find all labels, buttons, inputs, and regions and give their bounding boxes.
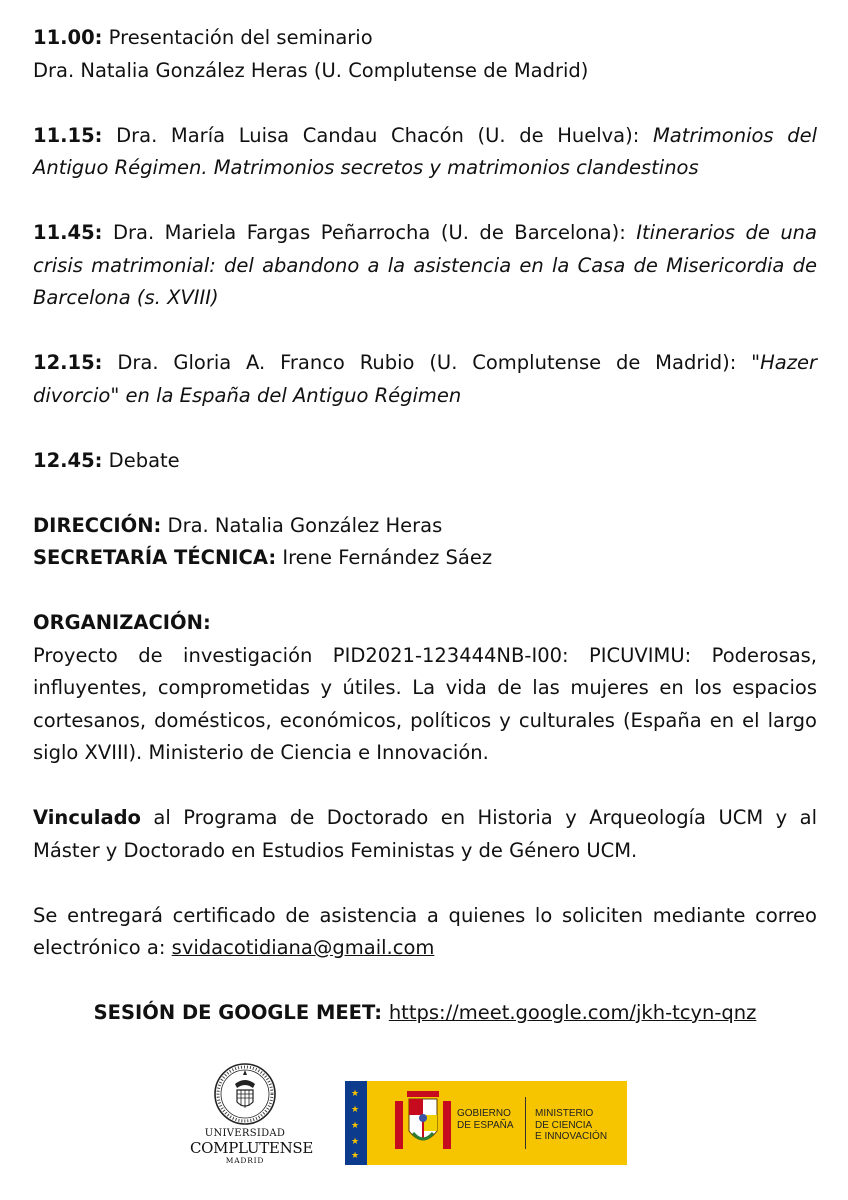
meet-link[interactable]: https://meet.google.com/jkh-tcyn-qnz	[388, 1001, 757, 1024]
direccion-line	[33, 510, 817, 543]
vinculado-paragraph	[33, 802, 817, 867]
program-document	[33, 22, 817, 1030]
talk-title: Matrimonios del Antiguo Régimen. Matrimonios secretos y matrimonios clandestinos	[33, 123, 817, 179]
item-text: Presentación del seminario	[102, 26, 373, 49]
logos-footer	[0, 1062, 848, 1172]
schedule-item-1115	[33, 120, 817, 185]
certificado-text: Se entregará certificado de asistencia a quienes lo soliciten mediante correo electrónico a:	[33, 903, 817, 959]
direccion-value: Dra. Natalia González Heras	[161, 513, 443, 537]
presenter-line: Dra. Natalia González Heras (U. Complutense de Madrid)	[33, 58, 589, 82]
secretaria-label: SECRETARÍA TÉCNICA:	[33, 546, 277, 569]
meet-line	[33, 997, 817, 1030]
organizacion-label: ORGANIZACIÓN:	[33, 611, 211, 634]
speaker: Dra. Gloria A. Franco Rubio (U. Complutense de Madrid):	[102, 351, 752, 374]
ucm-logo	[190, 1062, 314, 1174]
min-line2: DE CIENCIA	[535, 1119, 593, 1131]
ucm-line3: MADRID	[225, 1156, 265, 1165]
schedule-item-1100	[33, 22, 817, 55]
talk-title: Itinerarios de una crisis matrimonial: del abandono a la asistencia en la Casa de Misericordia de Barcelona (s. XVIII)	[33, 221, 817, 309]
organizacion-text: Proyecto de investigación PID2021-123444NB-I00: PICUVIMU: Poderosas, influyentes, comprometidas y útiles. La vida de las mujeres en los espacios cortesanos, domésticos, económicos, políticos y culturales (España en el largo siglo XVIII). Ministerio de Ciencia e Innovación.	[33, 643, 817, 764]
talk-title: "Hazer divorcio" en la España del Antiguo Régimen	[33, 351, 817, 407]
eu-flag-icon: ★ ★ ★ ★ ★	[345, 1081, 367, 1165]
vinculado-label: Vinculado	[33, 806, 141, 829]
secretaria-value: Irene Fernández Sáez	[276, 546, 493, 569]
certificado-paragraph	[33, 900, 817, 965]
vinculado-text: al Programa de Doctorado en Historia y Arqueología UCM y al Máster y Doctorado en Estudios Feministas y de Género UCM.	[33, 806, 817, 862]
time-label: 11.45:	[33, 221, 103, 244]
schedule-item-1245	[33, 445, 817, 478]
gobierno-logo	[345, 1081, 627, 1165]
time-label: 11.00:	[33, 26, 103, 49]
min-line3: E INNOVACIÓN	[535, 1131, 608, 1142]
gobierno-text	[457, 1108, 514, 1131]
time-label: 12.15:	[33, 351, 103, 374]
schedule-item-1145	[33, 217, 817, 315]
ministerio-text	[535, 1108, 607, 1143]
ucm-line2: COMPLUTENSE	[190, 1139, 314, 1157]
time-label: 11.15:	[33, 123, 103, 147]
speaker: Dra. Mariela Fargas Peñarrocha (U. de Barcelona):	[102, 221, 637, 244]
item-text: Debate	[102, 448, 180, 472]
email-link[interactable]: svidacotidiana@gmail.com	[171, 936, 435, 959]
logo-divider	[525, 1097, 526, 1149]
secretaria-line	[33, 542, 817, 575]
speaker: Dra. María Luisa Candau Chacón (U. de Huelva):	[102, 123, 653, 147]
time-label: 12.45:	[33, 448, 103, 472]
spain-coat-of-arms-icon	[393, 1087, 453, 1159]
schedule-item-1215	[33, 347, 817, 412]
meet-label: SESIÓN DE GOOGLE MEET	[93, 1001, 375, 1024]
organizacion-heading	[33, 607, 817, 640]
ucm-line1: UNIVERSIDAD	[204, 1128, 286, 1139]
ucm-seal-icon	[213, 1062, 277, 1126]
min-line1: MINISTERIO	[535, 1108, 594, 1119]
gob-line1: GOBIERNO	[457, 1108, 511, 1119]
direccion-label: DIRECCIÓN:	[33, 513, 162, 537]
meet-colon: :	[374, 1001, 389, 1024]
gob-line2: DE ESPAÑA	[457, 1119, 514, 1131]
